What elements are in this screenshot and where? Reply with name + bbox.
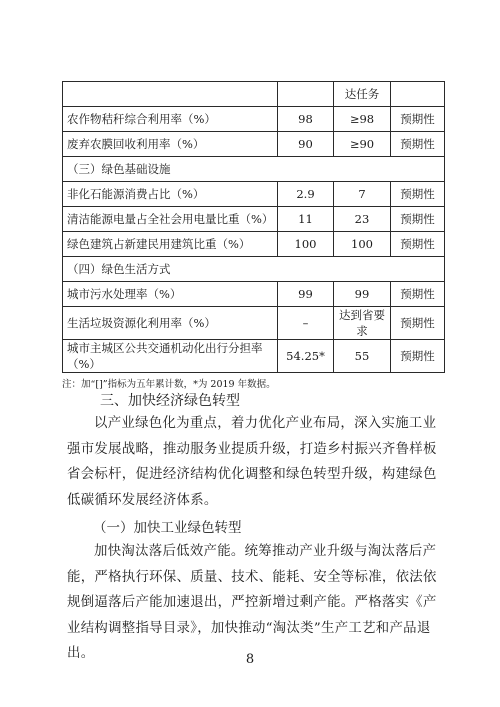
indicator-type: [391, 82, 445, 107]
target-value: 100: [334, 232, 391, 257]
base-value: 100: [278, 232, 334, 257]
indicator-name: 城市主城区公共交通机动化出行分担率（%）: [63, 340, 278, 373]
indicator-name: 非化石能源消费占比（%）: [63, 182, 278, 207]
table-row: [63, 307, 445, 340]
paragraph-2: 加快淘汰落后低效产能。统筹推动产业升级与淘汰落后产能，严格执行环保、质量、技术、能耗、安全等标准，依法依规倒逼落后产能加速退出，严控新增过剩产能。严格落实《产业结构调整指导目录》，加快推动“淘汰类”生产工艺和产品退出。: [67, 544, 437, 661]
paragraph-1: 以产业绿色化为重点，着力优化产业布局，深入实施工业强市发展战略，推动服务业提质升级，打造乡村振兴齐鲁样板省会标杆，促进经济结构优化调整和绿色转型升级，构建绿色低碳循环发展经济体系。: [67, 416, 437, 508]
target-value: ≥90: [334, 132, 391, 157]
indicator-name: 废弃农膜回收利用率（%）: [63, 132, 278, 157]
base-value: 2.9: [278, 182, 334, 207]
indicator-name: 农作物秸秆综合利用率（%）: [63, 107, 278, 132]
indicator-type: 预期性: [391, 207, 445, 232]
indicator-type: 预期性: [391, 107, 445, 132]
table-section-row: [63, 257, 445, 282]
table-row: [63, 232, 445, 257]
base-value: [278, 82, 334, 107]
target-value: 达到省要求: [334, 307, 391, 340]
section-label: （三）绿色基础设施: [63, 157, 445, 182]
target-value: 99: [334, 282, 391, 307]
indicator-type: 预期性: [391, 132, 445, 157]
subheading-1: （一）加快工业绿色转型: [93, 520, 242, 536]
table-row: [63, 182, 445, 207]
indicator-name: 生活垃圾资源化利用率（%）: [63, 307, 278, 340]
indicator-name: [63, 82, 278, 107]
table-row: [63, 340, 445, 373]
table-row: [63, 282, 445, 307]
target-value: ≥98: [334, 107, 391, 132]
base-value: 90: [278, 132, 334, 157]
base-value: 54.25*: [278, 340, 334, 373]
base-value: 99: [278, 282, 334, 307]
indicator-type: 预期性: [391, 307, 445, 340]
base-value: 11: [278, 207, 334, 232]
table-row: [63, 82, 445, 107]
indicator-type: 预期性: [391, 182, 445, 207]
table-note: 注：加“[]”指标为五年累计数，*为 2019 年数据。: [62, 379, 276, 390]
indicator-type: 预期性: [391, 232, 445, 257]
indicator-name: 绿色建筑占新建民用建筑比重（%）: [63, 232, 278, 257]
indicator-name: 城市污水处理率（%）: [63, 282, 278, 307]
table-row: [63, 207, 445, 232]
indicator-name: 清洁能源电量占全社会用电量比重（%）: [63, 207, 278, 232]
indicator-type: 预期性: [391, 340, 445, 373]
table-row: [63, 107, 445, 132]
page-number: 8: [245, 652, 255, 667]
indicator-table: [62, 81, 445, 373]
target-value: 达任务: [334, 82, 391, 107]
table-row: [63, 132, 445, 157]
table-section-row: [63, 157, 445, 182]
section-heading-3: 三、加快经济绿色转型: [100, 393, 240, 409]
target-value: 23: [334, 207, 391, 232]
section-label: （四）绿色生活方式: [63, 257, 445, 282]
base-value: 98: [278, 107, 334, 132]
indicator-type: 预期性: [391, 282, 445, 307]
target-value: 7: [334, 182, 391, 207]
base-value: –: [278, 307, 334, 340]
target-value: 55: [334, 340, 391, 373]
